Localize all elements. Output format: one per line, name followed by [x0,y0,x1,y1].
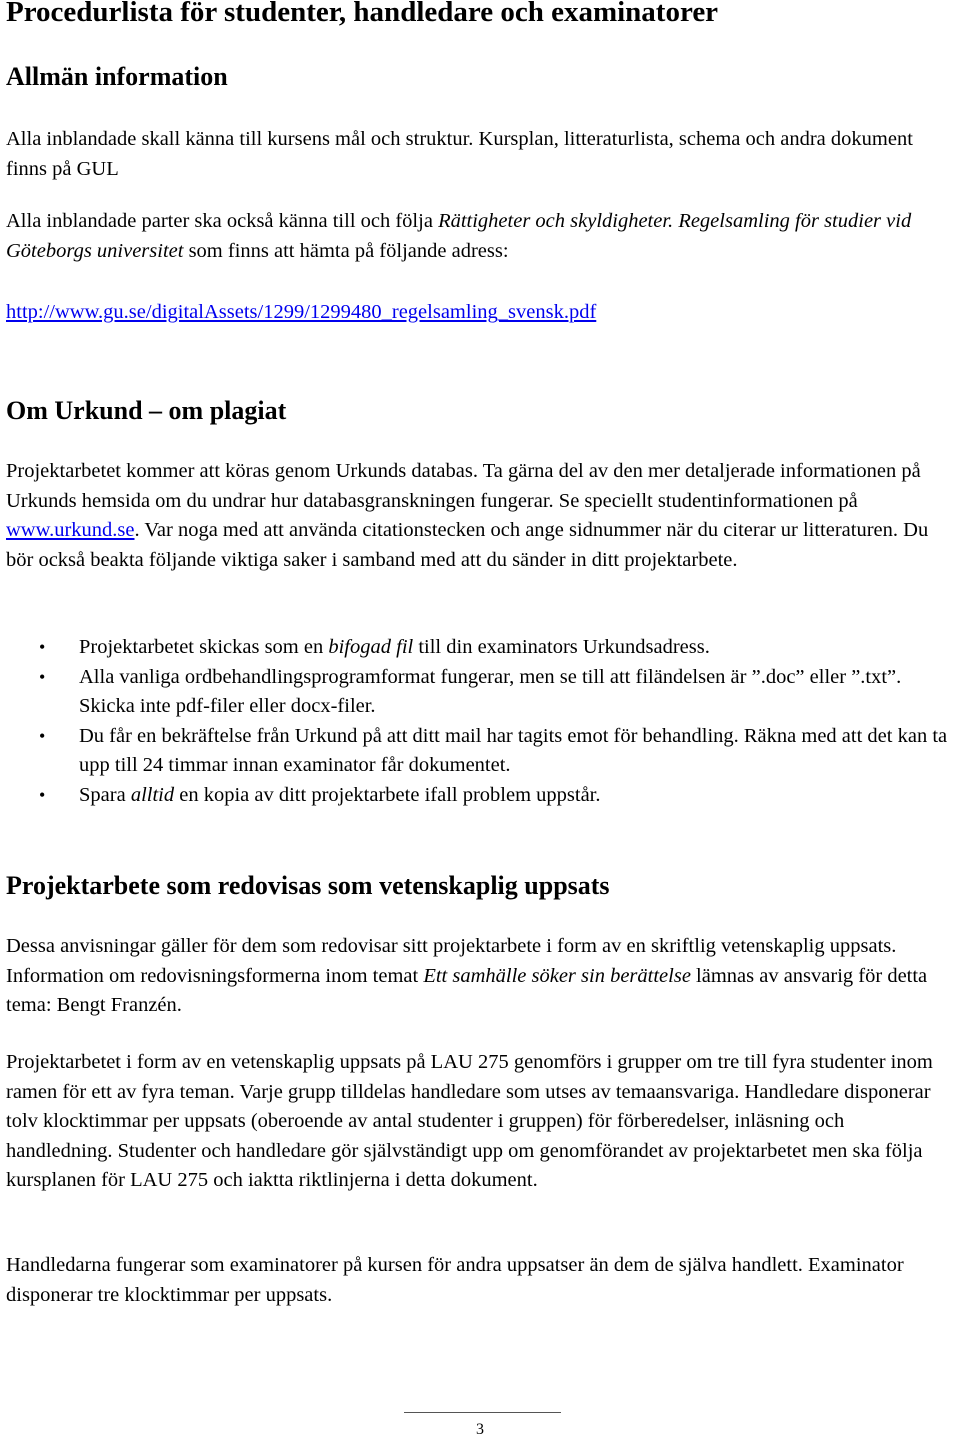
list-item [6,781,954,811]
b2-text: Alla vanliga ordbehandlingsprogramformat fungerar, men se till att filändelsen är ”.doc” eller ”.txt”. Skicka inte pdf-filer eller docx-filer. [79,665,902,717]
section-heading-urkund: Om Urkund – om plagiat [6,396,287,425]
general-url-paragraph [6,298,954,328]
project-p1-italic: Ett samhälle söker sin berättelse [423,964,691,987]
urkund-p1-start: Projektarbetet kommer att köras genom Urkunds databas. Ta gärna del av den mer detaljerade informationen på Urkunds hemsida om du undrar hur databasgranskningen fungerar. Se speciellt studentinformationen på [6,460,921,512]
section-heading-general: Allmän information [6,62,228,91]
general-p2-italic: Rättigheter och skyldigheter. [438,210,674,232]
b4-start: Spara [79,783,131,806]
b4-end: en kopia av ditt projektarbete ifall problem uppstår. [174,783,601,806]
urkund-paragraph [6,457,954,575]
b1-start: Projektarbetet skickas som en [79,636,329,658]
list-item [6,663,954,722]
general-p2-end: som finns att hämta på följande adress: [183,239,509,262]
b4-italic: alltid [130,783,175,806]
regelsamling-link[interactable]: http://www.gu.se/digitalAssets/1299/1299480_regelsamling_svensk.pdf [6,301,597,323]
project-p1-start: Dessa anvisningar gäller för dem som redovisar sitt projektarbete i form av en skriftlig vetenskaplig uppsats. Information om redovisningsformerna inom temat [6,935,897,987]
urkund-p1-end: . Var noga med att använda citationstecken och ange sidnummer när du citerar ur litteraturen. Du bör också beakta följande viktiga saker i samband med att du sänder in ditt projektarbete. [6,519,929,571]
general-p2-start: Alla inblandade parter ska också känna till och följa [6,210,439,232]
bullet-icon: • [39,784,46,805]
general-paragraph-2 [6,207,954,266]
urkund-bullet-list [6,633,954,810]
bullet-icon: • [39,637,46,657]
section-heading-project: Projektarbete som redovisas som vetenskaplig uppsats [6,871,610,900]
page-title: Procedurlista för studenter, handledare och examinatorer [6,0,719,28]
b1-end: till din examinators Urkundsadress. [413,636,710,658]
b1-italic: bifogad fil [328,636,414,658]
list-item [6,722,954,781]
page-number: 3 [476,1421,484,1438]
project-paragraph-2: Projektarbetet i form av en vetenskaplig uppsats på LAU 275 genomförs i grupper om tre till fyra studenter inom ramen för ett av fyra teman. Varje grupp tilldelas handledare som utses av temaansvariga. Handledare disponerar tolv klocktimmar per uppsats (oberoende av antal studenter i gruppen) för förberedelser, inläsning och handledning. Studenter och handledare gör självständigt upp om genomförandet av projektarbetet men ska följa kursplanen för LAU 275 och iaktta riktlinjerna i detta dokument. [6,1051,933,1191]
project-paragraph-3: Handledarna fungerar som examinatorer på kursen för andra uppsatser än dem de själva handlett. Examinator disponerar tre klocktimmar per uppsats. [6,1254,904,1306]
project-paragraph-1 [6,932,954,1021]
bullet-icon: • [39,666,46,687]
b3-text: Du får en bekräftelse från Urkund på att ditt mail har tagits emot för behandling. Räkna med att det kan ta upp till 24 timmar innan examinator får dokumentet. [79,724,948,776]
list-item [6,633,954,663]
general-p2-italic-2: Regelsamling för studier vid Göteborgs universitet [6,210,912,262]
bullet-icon: • [39,725,46,746]
project-p1-end: lämnas av ansvarig för detta tema: Bengt Franzén. [6,964,928,1016]
urkund-link[interactable]: www.urkund.se [6,519,135,541]
general-paragraph-1: Alla inblandade skall känna till kursens mål och struktur. Kursplan, litteraturlista, schema och andra dokument finns på GUL [6,128,913,180]
footer-rule [404,1412,561,1413]
